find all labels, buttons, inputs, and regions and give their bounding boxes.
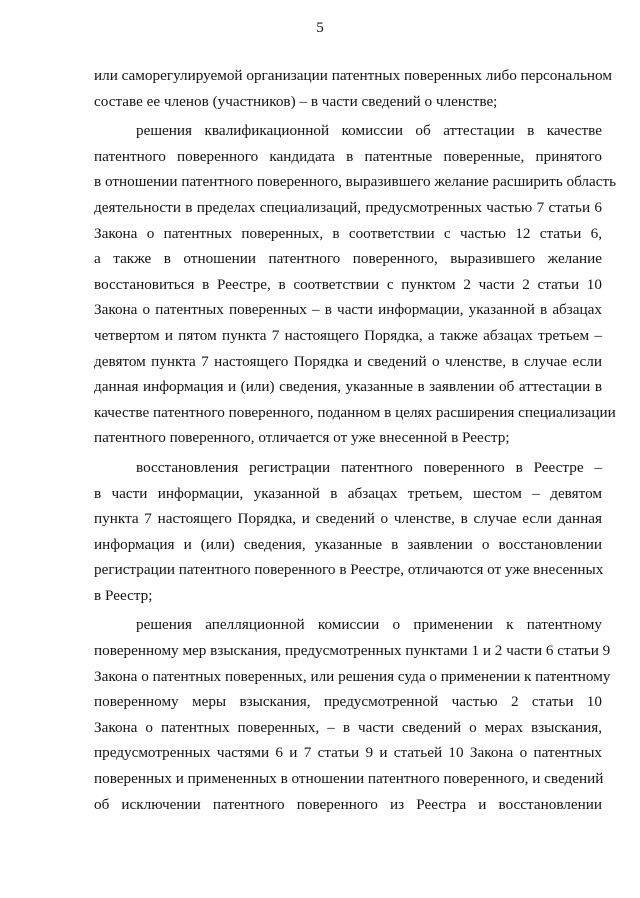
page-number: 5 [316,20,324,36]
text-line: Закона о патентных поверенных – в части информации, указанной в абзацах [94,301,602,319]
text-line: Закона о патентных поверенных, или решения суда о применении к патентному [94,667,611,685]
text-line: деятельности в пределах специализаций, предусмотренных частью 7 статьи 6 [94,198,602,216]
text-line: решения апелляционной комиссии о применении к патентному [136,616,602,634]
text-line: четвертом и пятом пункта 7 настоящего Порядка, а также абзацах третьем – [94,326,602,344]
text-line: в Реестр; [94,586,153,604]
text-line: решения квалификационной комиссии об аттестации в качестве [136,122,602,140]
text-line: об исключении патентного поверенного из Реестра и восстановлении [94,795,602,813]
text-line: или саморегулируемой организации патентных поверенных либо персональном [94,67,612,84]
text-line: а также в отношении патентного поверенного, выразившего желание [94,250,602,268]
paragraph-registration-restoration [94,455,602,609]
text-line: поверенному меры взыскания, предусмотренной частью 2 статьи 10 [94,693,602,711]
text-line: восстановиться в Реестре, в соответствии с пунктом 2 части 2 статьи 10 [94,275,602,293]
paragraph-continuation [94,63,612,114]
text-line: патентного поверенного, отличается от уже внесенной в Реестр; [94,429,510,447]
text-line: Закона о патентных поверенных, в соответствии с частью 12 статьи 6, [94,224,602,242]
text-line: пункта 7 настоящего Порядка, и сведений о членстве, в случае если данная [94,510,602,528]
document-body [94,63,617,817]
text-line: в части информации, указанной в абзацах третьем, шестом – девятом [94,484,602,502]
text-line: Закона о патентных поверенных, – в части сведений о мерах взыскания, [94,718,602,736]
text-line: девятом пункта 7 настоящего Порядка и сведений о членстве, в случае если [94,352,602,370]
text-line: информация и (или) сведения, указанные в заявлении о восстановлении [94,535,602,553]
paragraph-qualification-commission [94,118,617,451]
text-line: качестве патентного поверенного, поданном в целях расширения специализации [94,403,616,421]
text-line: патентного поверенного кандидата в патентные поверенные, принятого [94,147,602,165]
text-line: предусмотренных частями 6 и 7 статьи 9 и статьей 10 Закона о патентных [94,744,602,762]
text-line: восстановления регистрации патентного поверенного в Реестре – [136,458,602,476]
text-line: данная информация и (или) сведения, указанные в заявлении об аттестации в [94,378,602,396]
text-line: поверенному мер взыскания, предусмотренных пунктами 1 и 2 части 6 статьи 9 [94,642,611,660]
text-line: регистрации патентного поверенного в Реестре, отличаются от уже внесенных [94,561,604,579]
text-line: составе ее членов (участников) – в части сведений о членстве; [94,92,498,110]
paragraph-appeal-commission [94,612,611,817]
text-line: поверенных и примененных в отношении патентного поверенного, и сведений [94,770,604,788]
text-line: в отношении патентного поверенного, выразившего желание расширить область [94,173,617,191]
